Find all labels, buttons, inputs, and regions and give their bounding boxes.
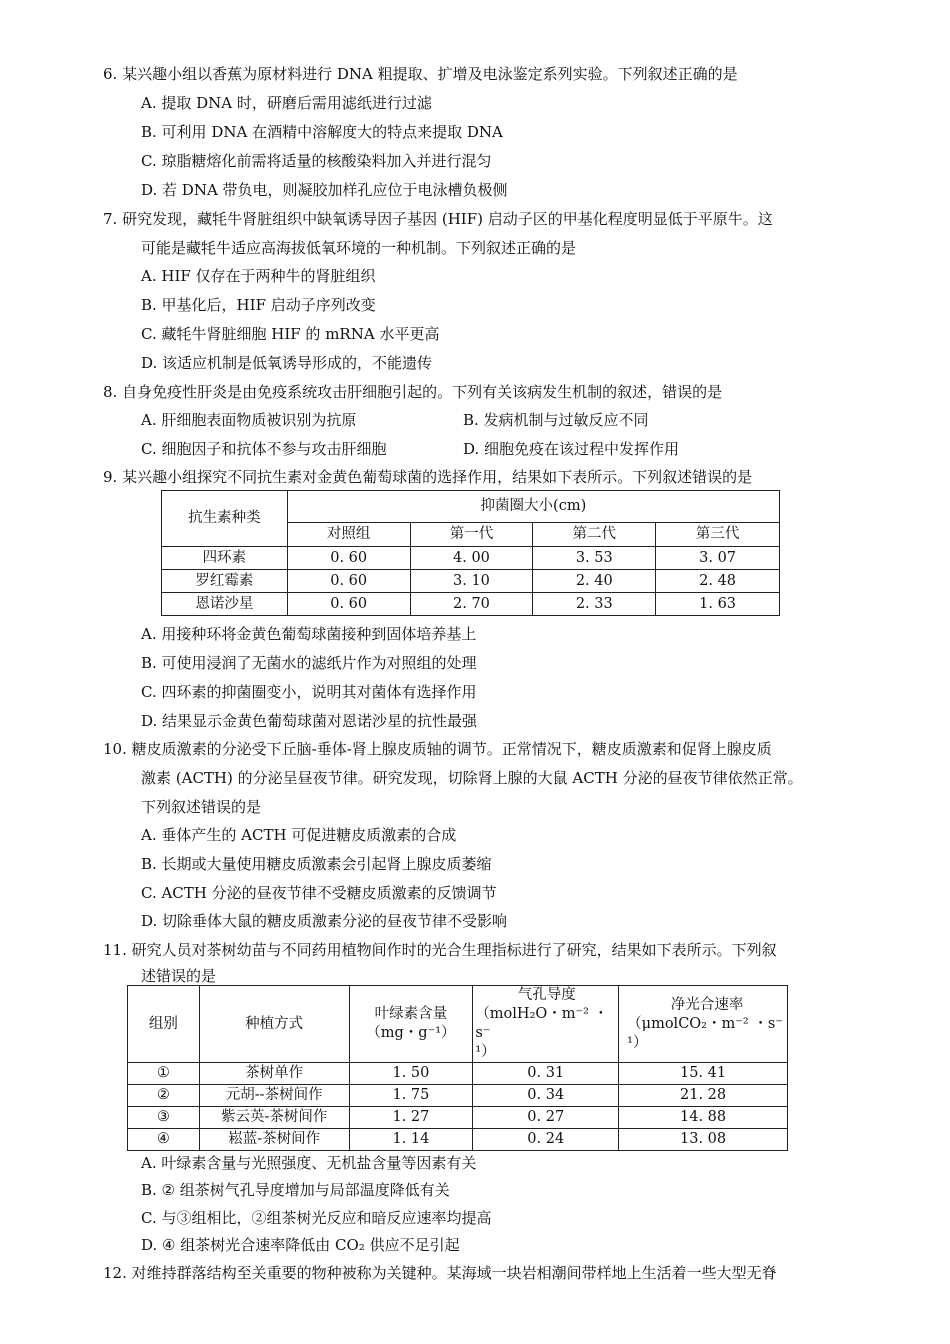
q9-col-header: 第一代 xyxy=(410,523,533,547)
q9-row-header: 抗生素种类 xyxy=(162,491,288,547)
q9-cell: 3. 07 xyxy=(656,547,780,570)
q11-pn: 14. 88 xyxy=(619,1107,788,1129)
q11-option-d: D. ④ 组茶树光合速率降低由 CO₂ 供应不足引起 xyxy=(141,1236,460,1254)
q9-results-table xyxy=(161,490,780,616)
q11-method: 紫云英-茶树间作 xyxy=(199,1107,349,1129)
q11-stem-line1: 11. 研究人员对茶树幼苗与不同药用植物间作时的光合生理指标进行了研究，结果如下表所示。下列叙 xyxy=(103,941,777,959)
q8-option-a: A. 肝细胞表面物质被识别为抗原 xyxy=(141,411,357,429)
q7-stem-line1: 7. 研究发现，藏牦牛肾脏组织中缺氧诱导因子基因 (HIF) 启动子区的甲基化程度明显低于平原牛。这 xyxy=(103,210,773,228)
q11-method: 崧蓝-茶树间作 xyxy=(199,1129,349,1151)
q11-option-a: A. 叶绿素含量与光照强度、无机盐含量等因素有关 xyxy=(141,1154,477,1172)
q11-chl: 1. 75 xyxy=(349,1085,473,1107)
q7-stem-line2: 可能是藏牦牛适应高海拔低氧环境的一种机制。下列叙述正确的是 xyxy=(141,239,577,257)
q6-option-c: C. 琼脂糖熔化前需将适量的核酸染料加入并进行混匀 xyxy=(141,152,492,170)
q9-col-header: 第二代 xyxy=(533,523,656,547)
q9-option-d: D. 结果显示金黄色葡萄球菌对恩诺沙星的抗性最强 xyxy=(141,712,478,730)
q11-header-pn-line1: 净光合速率 xyxy=(670,996,744,1013)
q11-chl: 1. 14 xyxy=(349,1129,473,1151)
table-row xyxy=(162,593,780,616)
table-row xyxy=(162,570,780,593)
q9-cell: 0. 60 xyxy=(287,593,410,616)
q8-stem: 8. 自身免疫性肝炎是由免疫系统攻击肝细胞引起的。下列有关该病发生机制的叙述，错误的是 xyxy=(103,383,723,401)
q11-gs: 0. 31 xyxy=(473,1063,619,1085)
q9-cell: 1. 63 xyxy=(656,593,780,616)
q8-option-d: D. 细胞免疫在该过程中发挥作用 xyxy=(463,440,680,458)
q11-pn: 21. 28 xyxy=(619,1085,788,1107)
q10-stem-line3: 下列叙述错误的是 xyxy=(141,798,262,816)
q10-option-b: B. 长期或大量使用糖皮质激素会引起肾上腺皮质萎缩 xyxy=(141,855,492,873)
q11-option-c: C. 与③组相比，②组茶树光反应和暗反应速率均提高 xyxy=(141,1209,492,1227)
table-row xyxy=(128,1107,788,1129)
q7-option-c: C. 藏牦牛肾脏细胞 HIF 的 mRNA 水平更高 xyxy=(141,325,440,343)
q11-header-gs-line2: （molH₂O・m⁻² ・s⁻ xyxy=(475,1006,609,1041)
q11-header-chl-line2: （mg・g⁻¹） xyxy=(366,1025,456,1041)
q11-pn: 13. 08 xyxy=(619,1129,788,1151)
q6-option-d: D. 若 DNA 带负电，则凝胶加样孔应位于电泳槽负极侧 xyxy=(141,181,508,199)
q10-option-c: C. ACTH 分泌的昼夜节律不受糖皮质激素的反馈调节 xyxy=(141,884,497,902)
table-row xyxy=(128,1085,788,1107)
q9-option-a: A. 用接种环将金黄色葡萄球菌接种到固体培养基上 xyxy=(141,625,477,643)
q11-gs: 0. 34 xyxy=(473,1085,619,1107)
q9-cell: 3. 10 xyxy=(410,570,533,593)
q9-cell: 3. 53 xyxy=(533,547,656,570)
q9-col-header: 第三代 xyxy=(656,523,780,547)
q11-group: ② xyxy=(128,1085,200,1107)
q9-group-header: 抑菌圈大小(cm) xyxy=(287,491,779,523)
q11-header-group: 组别 xyxy=(128,986,200,1063)
q11-chl: 1. 27 xyxy=(349,1107,473,1129)
q11-header-pn-line3: ¹） xyxy=(627,1034,648,1051)
q10-option-d: D. 切除垂体大鼠的糖皮质激素分泌的昼夜节律不受影响 xyxy=(141,912,508,930)
q9-cell: 0. 60 xyxy=(287,547,410,570)
q9-col-header: 对照组 xyxy=(287,523,410,547)
table-row xyxy=(128,1063,788,1085)
q11-gs: 0. 27 xyxy=(473,1107,619,1129)
q7-option-a: A. HIF 仅存在于两种牛的肾脏组织 xyxy=(141,267,376,285)
q11-option-b: B. ② 组茶树气孔导度增加与局部温度降低有关 xyxy=(141,1181,450,1199)
q6-stem: 6. 某兴趣小组以香蕉为原材料进行 DNA 粗提取、扩增及电泳鉴定系列实验。下列叙述正确的是 xyxy=(103,65,738,83)
q7-option-b: B. 甲基化后，HIF 启动子序列改变 xyxy=(141,296,376,314)
q9-antibiotic-name: 恩诺沙星 xyxy=(162,593,288,616)
q11-header-stomatal-conductance xyxy=(473,986,619,1063)
q11-method: 元胡--茶树间作 xyxy=(199,1085,349,1107)
table-row xyxy=(162,547,780,570)
q11-results-table xyxy=(127,985,788,1151)
q11-group: ③ xyxy=(128,1107,200,1129)
q11-chl: 1. 50 xyxy=(349,1063,473,1085)
q6-option-a: A. 提取 DNA 时，研磨后需用滤纸进行过滤 xyxy=(141,94,432,112)
q7-option-d: D. 该适应机制是低氧诱导形成的，不能遗传 xyxy=(141,354,433,372)
q11-group: ④ xyxy=(128,1129,200,1151)
q9-option-b: B. 可使用浸润了无菌水的滤纸片作为对照组的处理 xyxy=(141,654,477,672)
q12-stem-line1: 12. 对维持群落结构至关重要的物种被称为关键种。某海域一块岩相潮间带样地上生活着一些大型无脊 xyxy=(103,1264,777,1282)
q9-cell: 4. 00 xyxy=(410,547,533,570)
q11-header-gs-line1: 气孔导度 xyxy=(517,987,576,1003)
q9-antibiotic-name: 罗红霉素 xyxy=(162,570,288,593)
q11-header-method: 种植方式 xyxy=(199,986,349,1063)
q9-antibiotic-name: 四环素 xyxy=(162,547,288,570)
table-row xyxy=(128,1129,788,1151)
q11-stem-line2: 述错误的是 xyxy=(141,967,217,985)
q9-cell: 0. 60 xyxy=(287,570,410,593)
q10-stem-line1: 10. 糖皮质激素的分泌受下丘脑-垂体-肾上腺皮质轴的调节。正常情况下，糖皮质激素和促肾上腺皮质 xyxy=(103,740,772,758)
q9-stem: 9. 某兴趣小组探究不同抗生素对金黄色葡萄球菌的选择作用，结果如下表所示。下列叙述错误的是 xyxy=(103,468,753,486)
q11-pn: 15. 41 xyxy=(619,1063,788,1085)
q11-header-gs-line3: ¹） xyxy=(475,1044,496,1060)
q9-cell: 2. 48 xyxy=(656,570,780,593)
q11-header-chl-line1: 叶绿素含量 xyxy=(374,1006,448,1022)
q11-header-net-photosynthesis xyxy=(619,986,788,1063)
q9-cell: 2. 40 xyxy=(533,570,656,593)
q8-option-c: C. 细胞因子和抗体不参与攻击肝细胞 xyxy=(141,440,387,458)
q11-group: ① xyxy=(128,1063,200,1085)
q11-method: 茶树单作 xyxy=(199,1063,349,1085)
q6-option-b: B. 可利用 DNA 在酒精中溶解度大的特点来提取 DNA xyxy=(141,123,503,141)
q11-header-pn-line2: （μmolCO₂・m⁻² ・s⁻ xyxy=(627,1015,783,1032)
q9-cell: 2. 33 xyxy=(533,593,656,616)
q9-cell: 2. 70 xyxy=(410,593,533,616)
q9-option-c: C. 四环素的抑菌圈变小，说明其对菌体有选择作用 xyxy=(141,683,477,701)
q10-option-a: A. 垂体产生的 ACTH 可促进糖皮质激素的合成 xyxy=(141,826,457,844)
q11-gs: 0. 24 xyxy=(473,1129,619,1151)
q11-header-chlorophyll xyxy=(349,986,473,1063)
q10-stem-line2: 激素 (ACTH) 的分泌呈昼夜节律。研究发现，切除肾上腺的大鼠 ACTH 分泌的昼夜节律依然正常。 xyxy=(141,769,803,787)
q8-option-b: B. 发病机制与过敏反应不同 xyxy=(463,411,649,429)
